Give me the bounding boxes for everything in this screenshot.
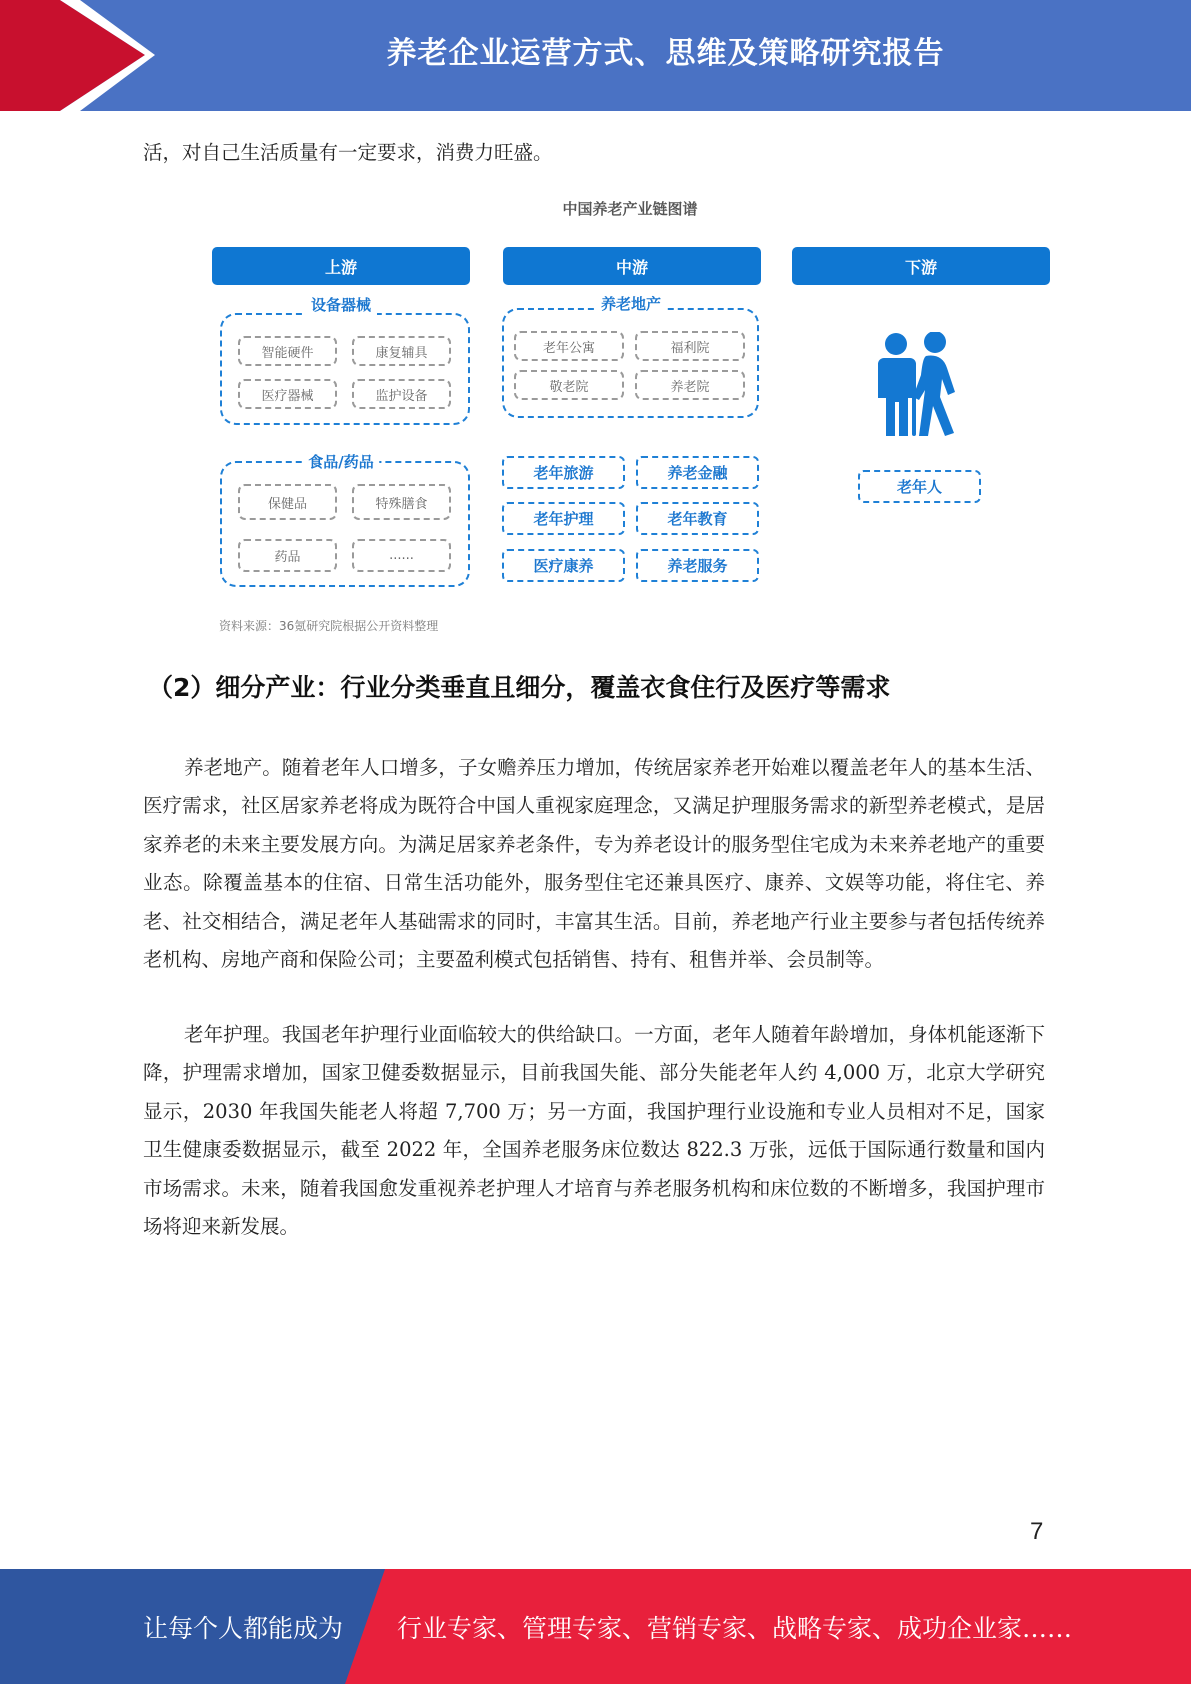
group-food-medicine-label: 食品/药品 <box>302 451 379 472</box>
paragraph-real-estate: 养老地产。随着老年人口增多，子女赡养压力增加，传统居家养老开始难以覆盖老年人的基本生活、医疗需求，社区居家养老将成为既符合中国人重视家庭理念，又满足护理服务需求的新型养老模式，是居家养老的未来主要发展方向。为满足居家养老条件，专为养老设计的服务型住宅成为未来养老地产的重要业态。除覆盖基本的住宿、日常生活功能外，服务型住宅还兼具医疗、康养、文娱等功能，将住宅、养老、社交相结合，满足老年人基础需求的同时，丰富其生活。目前，养老地产行业主要参与者包括传统养老机构、房地产商和保险公司；主要盈利模式包括销售、持有、租售并举、会员制等。 <box>143 756 1045 972</box>
item-rehab-aids: 康复辅具 <box>352 336 451 366</box>
industry-chain-diagram <box>200 190 1060 640</box>
item-more: ...... <box>352 539 451 572</box>
elderly-couple-icon <box>868 332 978 437</box>
page-header <box>0 0 1191 111</box>
tag-elderly-education: 老年教育 <box>636 502 759 535</box>
stage-upstream: 上游 <box>212 247 470 285</box>
tag-elderly-finance: 养老金融 <box>636 456 759 489</box>
chart-source: 资料来源：36氪研究院根据公开资料整理 <box>219 619 439 633</box>
stage-midstream: 中游 <box>503 247 761 285</box>
item-elderly-apartment: 老年公寓 <box>514 331 624 361</box>
item-welfare-home: 福利院 <box>635 331 745 361</box>
tag-elderly-services: 养老服务 <box>636 549 759 582</box>
item-health-products: 保健品 <box>238 484 337 520</box>
chart-title: 中国养老产业链图谱 <box>562 200 698 218</box>
group-elderly-realestate <box>502 308 759 418</box>
tag-elderly-care: 老年护理 <box>502 502 625 535</box>
group-equipment-label: 设备器械 <box>305 294 377 315</box>
page-footer <box>0 1569 1191 1684</box>
intro-line: 活，对自己生活质量有一定要求，消费力旺盛。 <box>143 141 553 164</box>
header-title: 养老企业运营方式、思维及策略研究报告 <box>386 36 945 71</box>
item-medicine: 药品 <box>238 539 337 572</box>
group-realestate-label: 养老地产 <box>595 293 667 314</box>
item-special-diet: 特殊膳食 <box>352 484 451 520</box>
footer-slogan-left: 让每个人都能成为 <box>143 1613 344 1643</box>
tag-elderly-tourism: 老年旅游 <box>502 456 625 489</box>
footer-slogan-right: 行业专家、管理专家、营销专家、战略专家、成功企业家…… <box>397 1613 1073 1643</box>
item-monitoring-devices: 监护设备 <box>352 379 451 409</box>
tag-medical-wellness: 医疗康养 <box>502 549 625 582</box>
stage-downstream: 下游 <box>792 247 1050 285</box>
item-nursing-home: 养老院 <box>635 370 745 400</box>
item-old-age-home: 敬老院 <box>514 370 624 400</box>
paragraph-elderly-care: 老年护理。我国老年护理行业面临较大的供给缺口。一方面，老年人随着年龄增加，身体机能逐渐下降，护理需求增加，国家卫健委数据显示，目前我国失能、部分失能老年人约 4,000 万，北京大学研究显示，2030 年我国失能老人将超 7,700 万；另一方面，我国护理行业设施和专业人员相对不足，国家卫生健康委数据显示，截至 2022 年，全国养老服务床位数达 822.3 万张，远低于国际通行数量和国内市场需求。未来，随着我国愈发重视养老护理人才培育与养老服务机构和床位数的不断增多，我国护理市场将迎来新发展。 <box>143 1023 1045 1239</box>
tag-elderly-people: 老年人 <box>858 470 981 503</box>
page-number: 7 <box>1030 1518 1044 1545</box>
item-smart-hardware: 智能硬件 <box>238 336 337 366</box>
item-medical-devices: 医疗器械 <box>238 379 337 409</box>
section-heading: （2）细分产业：行业分类垂直且细分，覆盖衣食住行及医疗等需求 <box>148 673 891 702</box>
